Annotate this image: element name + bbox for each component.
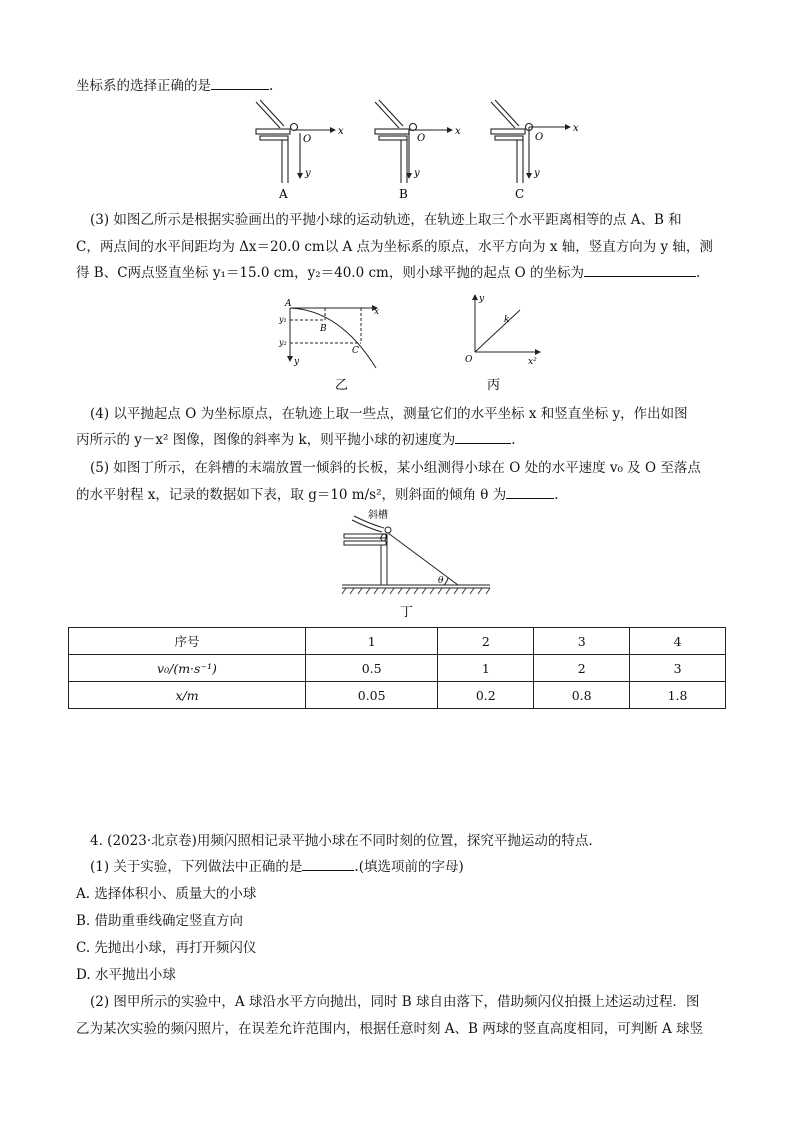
x-axis-label: x bbox=[573, 123, 579, 134]
x-axis-label: x bbox=[455, 126, 461, 137]
q3-lead-text: 坐标系的选择正确的是 bbox=[76, 78, 211, 94]
answer-blank[interactable] bbox=[211, 76, 269, 90]
q4-title: 4. (2023·北京卷)用频闪照相记录平抛小球在不同时刻的位置，探究平抛运动的特点. bbox=[90, 833, 593, 849]
q4-option-b: B. 借助重垂线确定竖直方向 bbox=[76, 913, 244, 929]
figure-caption-bing: 丙 bbox=[487, 378, 501, 393]
part5-line2 bbox=[76, 485, 726, 505]
option-label-a: A bbox=[279, 187, 288, 201]
part3-line1: (3) 如图乙所示是根据实验画出的平抛小球的运动轨迹，在轨迹上取三个水平距离相等的点 A、B 和 bbox=[90, 212, 682, 228]
apparatus-figure-a bbox=[252, 98, 362, 208]
part4-line1: (4) 以平抛起点 O 为坐标原点，在轨迹上取一些点，测量它们的水平坐标 x 和竖直坐标 y，作出如图 bbox=[90, 406, 688, 422]
incline-figure-ding bbox=[340, 506, 500, 621]
part3-line3-text: 得 B、C两点竖直坐标 y₁＝15.0 cm，y₂＝40.0 cm，则小球平抛的起点 O 的坐标为 bbox=[76, 265, 584, 281]
table-cell: 1 bbox=[438, 655, 534, 682]
trajectory-figure-yi bbox=[280, 300, 410, 400]
table-cell: 0.05 bbox=[306, 682, 438, 709]
slope-k-label: k bbox=[504, 315, 510, 325]
graph-figure-bing bbox=[462, 292, 562, 392]
figure-caption-ding: 丁 bbox=[400, 605, 414, 620]
apparatus-figure-c bbox=[487, 98, 597, 208]
q3-lead-line bbox=[76, 76, 726, 96]
apparatus-figure-b bbox=[371, 98, 481, 208]
point-c-label: C bbox=[352, 346, 359, 356]
part4-line2 bbox=[76, 430, 726, 450]
part3-line2: C，两点间的水平间距均为 Δx＝20.0 cm以 A 点为坐标系的原点，水平方向为 x 轴，竖直方向为 y 轴，测 bbox=[76, 239, 713, 255]
table-cell: v₀/(m·s⁻¹) bbox=[69, 655, 306, 682]
part5-period: . bbox=[554, 487, 559, 503]
q4-part1-text: (1) 关于实验，下列做法中正确的是 bbox=[90, 859, 303, 875]
table-cell: 序号 bbox=[69, 628, 306, 655]
table-cell: 0.8 bbox=[534, 682, 630, 709]
angle-theta-label: θ bbox=[438, 576, 444, 586]
x-axis-label: x bbox=[374, 307, 380, 317]
table-cell: 4 bbox=[630, 628, 726, 655]
option-label-c: C bbox=[515, 187, 525, 201]
option-label-b: B bbox=[399, 187, 408, 201]
table-cell: 3 bbox=[630, 655, 726, 682]
table-cell: 1.8 bbox=[630, 682, 726, 709]
answer-blank[interactable] bbox=[455, 430, 511, 444]
table-row bbox=[69, 682, 726, 709]
figure-caption-yi: 乙 bbox=[335, 378, 349, 393]
part3-line3 bbox=[76, 263, 726, 283]
q4-part2-line1: (2) 图甲所示的实验中，A 球沿水平方向抛出，同时 B 球自由落下，借助频闪仪拍摄上述运动过程．图 bbox=[90, 994, 700, 1010]
table-cell: 3 bbox=[534, 628, 630, 655]
part4-line2-text: 丙所示的 y－x² 图像，图像的斜率为 k，则平抛小球的初速度为 bbox=[76, 432, 456, 448]
y-axis-label: y bbox=[534, 168, 540, 179]
q4-part1-suffix: .(填选项前的字母) bbox=[354, 859, 464, 875]
q4-part1 bbox=[90, 857, 740, 877]
chute-label: 斜槽 bbox=[368, 510, 388, 521]
q3-lead-period: . bbox=[269, 78, 274, 94]
table-cell: 2 bbox=[438, 628, 534, 655]
table-row bbox=[69, 655, 726, 682]
y2-label: y₂ bbox=[279, 338, 287, 347]
answer-blank[interactable] bbox=[506, 485, 554, 499]
point-b-label: B bbox=[320, 324, 327, 334]
x-squared-label: x² bbox=[528, 357, 537, 367]
y-axis-label: y bbox=[414, 168, 420, 179]
table-cell: 2 bbox=[534, 655, 630, 682]
origin-label: O bbox=[380, 534, 388, 544]
answer-blank[interactable] bbox=[302, 857, 354, 871]
origin-label: O bbox=[535, 132, 544, 143]
y-axis-label: y bbox=[305, 168, 311, 179]
x-axis-label: x bbox=[338, 126, 344, 137]
answer-blank[interactable] bbox=[584, 263, 696, 277]
part4-period: . bbox=[511, 432, 516, 448]
origin-label: O bbox=[303, 134, 312, 145]
part3-period: . bbox=[695, 265, 701, 281]
q4-option-d: D. 水平抛出小球 bbox=[76, 967, 176, 983]
table-cell: x/m bbox=[69, 682, 306, 709]
point-a-label: A bbox=[285, 299, 292, 309]
y-axis-label: y bbox=[294, 357, 300, 367]
table-cell: 0.5 bbox=[306, 655, 438, 682]
origin-label: O bbox=[417, 133, 426, 144]
part5-line1: (5) 如图丁所示，在斜槽的末端放置一倾斜的长板，某小组测得小球在 O 处的水平速度 v₀ 及 O 至落点 bbox=[90, 460, 701, 476]
q4-option-a: A. 选择体积小、质量大的小球 bbox=[76, 886, 257, 902]
q4-part2-line2: 乙为某次实验的频闪照片，在误差允许范围内，根据任意时刻 A、B 两球的竖直高度相同，可判断 A 球竖 bbox=[76, 1021, 704, 1037]
y1-label: y₁ bbox=[279, 315, 287, 324]
data-table bbox=[68, 627, 726, 709]
y-axis-label: y bbox=[479, 294, 485, 304]
table-row bbox=[69, 628, 726, 655]
table-cell: 1 bbox=[306, 628, 438, 655]
part5-line2-text: 的水平射程 x，记录的数据如下表，取 g＝10 m/s²，则斜面的倾角 θ 为 bbox=[76, 487, 507, 503]
origin-label: O bbox=[465, 355, 473, 365]
q4-option-c: C. 先抛出小球，再打开频闪仪 bbox=[76, 940, 257, 956]
table-cell: 0.2 bbox=[438, 682, 534, 709]
